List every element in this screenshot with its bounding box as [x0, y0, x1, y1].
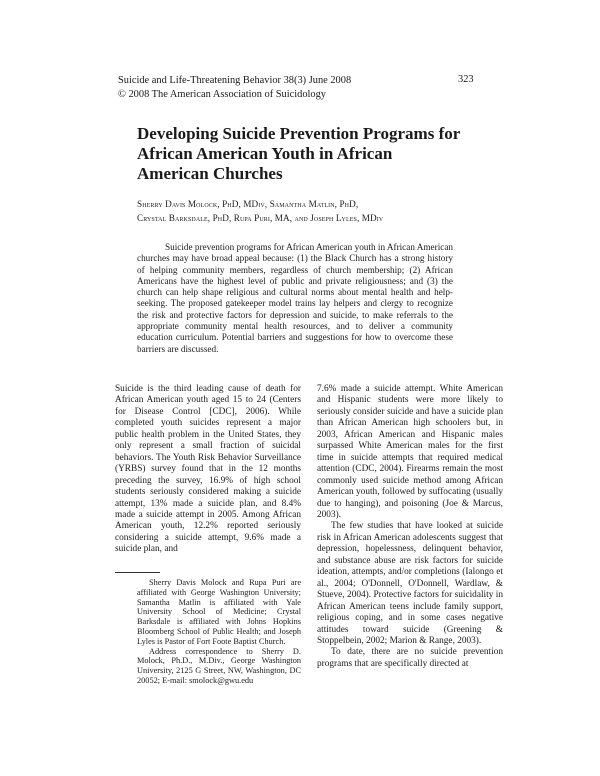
body-column-left: [115, 384, 301, 556]
body-paragraph: The few studies that have looked at suicide risk in African American adolescents suggest that depression, hopelessness, delinquent behavior, and substance abuse are risk factors for suicide ideation, attempts, and/or completions (Ialongo et al., 2004; O'Donnell, O'Donnell, Wardlaw, & Stueve, 2004). Protective factors for suicidality in African American teens include family support, religious coping, and in some cases negative attitudes toward suicide (Greening & Stoppelbein, 2002; Marion & Range, 2003).: [317, 521, 503, 646]
correspondence-note: Address correspondence to Sherry D. Molock, Ph.D., M.Div., George Washington University, 2125 G Street, NW, Washington, DC 20052; E-mail: smolock@gwu.edu: [137, 646, 301, 685]
author-line-2: Crystal Barksdale, PhD, Rupa Puri, MA, and Joseph Lyles, MDiv: [137, 213, 384, 223]
affiliations-note: Sherry Davis Molock and Rupa Puri are affiliated with George Washington University; Samantha Matlin is affiliated with Yale University School of Medicine; Crystal Barksdale is affiliated with Johns Hopkins Bloomberg School of Public Health; and Joseph Lyles is Pastor of Fort Foote Baptist Church.: [137, 578, 301, 646]
running-header: [118, 74, 351, 102]
article-title: Developing Suicide Prevention Programs for African American Youth in African American Churches: [137, 124, 460, 183]
author-list: [137, 197, 467, 225]
author-line-1: Sherry Davis Molock, PhD, MDiv, Samantha Matlin, PhD,: [137, 199, 359, 209]
author-footnote: [137, 578, 301, 686]
abstract: Suicide prevention programs for African American youth in African American churches may have broad appeal because: (1) the Black Church has a strong history of helping community members, regardless of church membership; (2) African Americans have the highest level of public and private religiousness; and (3) the church can help shape religious and cultural norms about mental health and help-seeking. The proposed gatekeeper model trains lay helpers and clergy to recognize the risk and protective factors for depression and suicide, to make referrals to the appropriate community mental health resources, and to deliver a community education curriculum. Potential barriers and suggestions for how to overcome these barriers are discussed.: [137, 242, 453, 354]
footnote-divider: [115, 572, 160, 573]
body-paragraph: 7.6% made a suicide attempt. White American and Hispanic students were more likely to seriously consider suicide and have a suicide plan than African American high schoolers but, in 2003, African American and Hispanic males surpassed White American males for the first time in suicide attempts that required medical attention (CDC, 2004). Firearms remain the most commonly used suicide method among African American youth, followed by suffocating (usually due to hanging), and poisoning (Joe & Marcus, 2003).: [317, 384, 503, 520]
page-number: 323: [458, 74, 474, 85]
copyright-notice: © 2008 The American Association of Suicidology: [118, 89, 326, 100]
body-paragraph: To date, there are no suicide prevention programs that are specifically directed at: [317, 647, 503, 669]
body-column-right: [317, 384, 503, 670]
journal-citation: Suicide and Life-Threatening Behavior 38(3) June 2008: [118, 75, 352, 86]
body-paragraph: Suicide is the third leading cause of death for African American youth aged 15 to 24 (Centers for Disease Control [CDC], 2006). While completed youth suicides represent a major public health problem in the United States, they only represent a small fraction of suicidal behaviors. The Youth Risk Behavior Surveillance (YRBS) survey found that in the 12 months preceding the survey, 16.9% of high school students seriously considered making a suicide attempt, 13% made a suicide plan, and 8.4% made a suicide attempt in 2005. Among African American youth, 12.2% reported seriously considering a suicide attempt, 9.6% made a suicide plan, and: [115, 384, 301, 555]
